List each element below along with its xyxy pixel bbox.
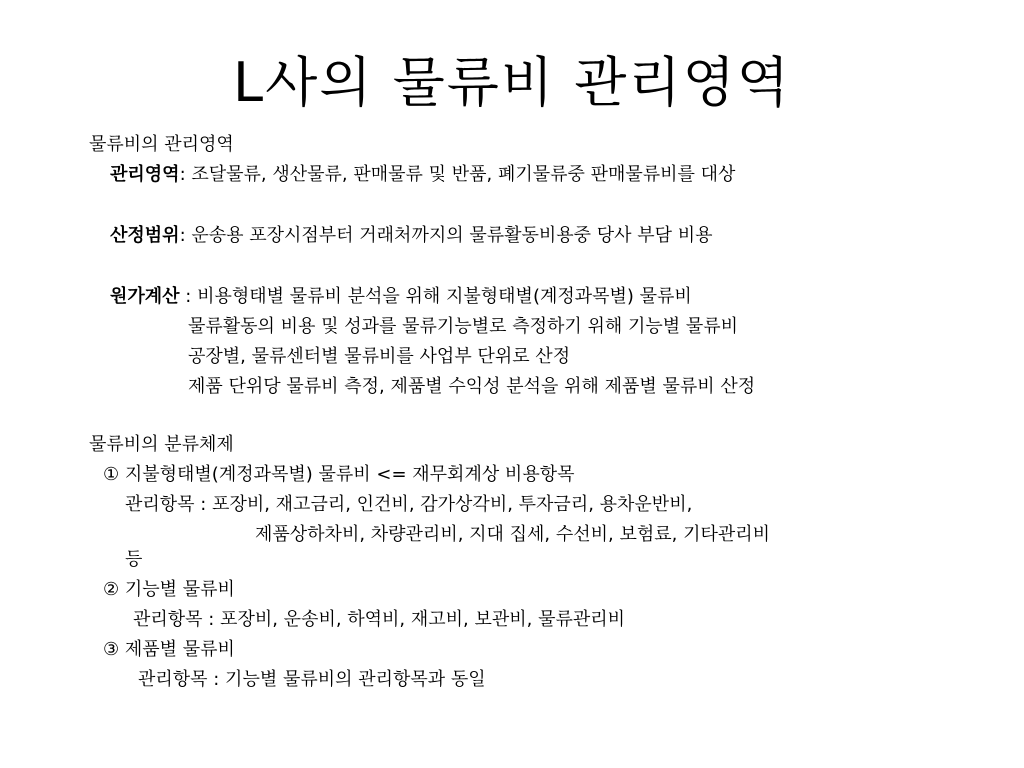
cost-accounting-line: [110, 285, 692, 309]
section1-heading: 물류비의 관리영역: [89, 134, 234, 155]
section2-heading: 물류비의 분류체제: [89, 434, 234, 455]
classification-item-2-title: ② 기능별 물류비: [103, 579, 235, 600]
classification-item-3-detail: 관리항목 : 기능별 물류비의 관리항목과 동일: [138, 669, 486, 690]
management-area-text: : 조달물류, 생산물류, 판매물류 및 반품, 폐기물류중 판매물류비를 대상: [179, 164, 736, 185]
classification-item-1-detail: 등: [125, 549, 143, 570]
slide-title: L사의 물류비 관리영역: [233, 51, 791, 114]
calculation-scope-label: 산정범위: [110, 225, 180, 246]
cost-accounting-label: 원가계산: [110, 286, 180, 307]
classification-item-1-detail: 제품상하차비, 차량관리비, 지대 집세, 수선비, 보험료, 기타관리비: [255, 524, 771, 545]
classification-item-1-title: ① 지불형태별(계정과목별) 물류비 <= 재무회계상 비용항목: [103, 464, 575, 485]
cost-accounting-detail: 물류활동의 비용 및 성과를 물류기능별로 측정하기 위해 기능별 물류비: [188, 316, 739, 337]
classification-item-3-title: ③ 제품별 물류비: [103, 639, 235, 660]
classification-item-1-detail: 관리항목 : 포장비, 재고금리, 인건비, 감가상각비, 투자금리, 용차운반비,: [125, 494, 693, 515]
cost-accounting-text: : 비용형태별 물류비 분석을 위해 지불형태별(계정과목별) 물류비: [179, 286, 692, 307]
management-area-label: 관리영역: [110, 164, 180, 185]
calculation-scope-text: : 운송용 포장시점부터 거래처까지의 물류활동비용중 당사 부담 비용: [179, 225, 713, 246]
cost-accounting-detail: 제품 단위당 물류비 측정, 제품별 수익성 분석을 위해 제품별 물류비 산정: [188, 376, 756, 397]
management-area-line: [110, 163, 735, 187]
classification-item-2-detail: 관리항목 : 포장비, 운송비, 하역비, 재고비, 보관비, 물류관리비: [133, 609, 626, 630]
calculation-scope-line: [110, 224, 713, 248]
cost-accounting-detail: 공장별, 물류센터별 물류비를 사업부 단위로 산정: [188, 346, 571, 367]
